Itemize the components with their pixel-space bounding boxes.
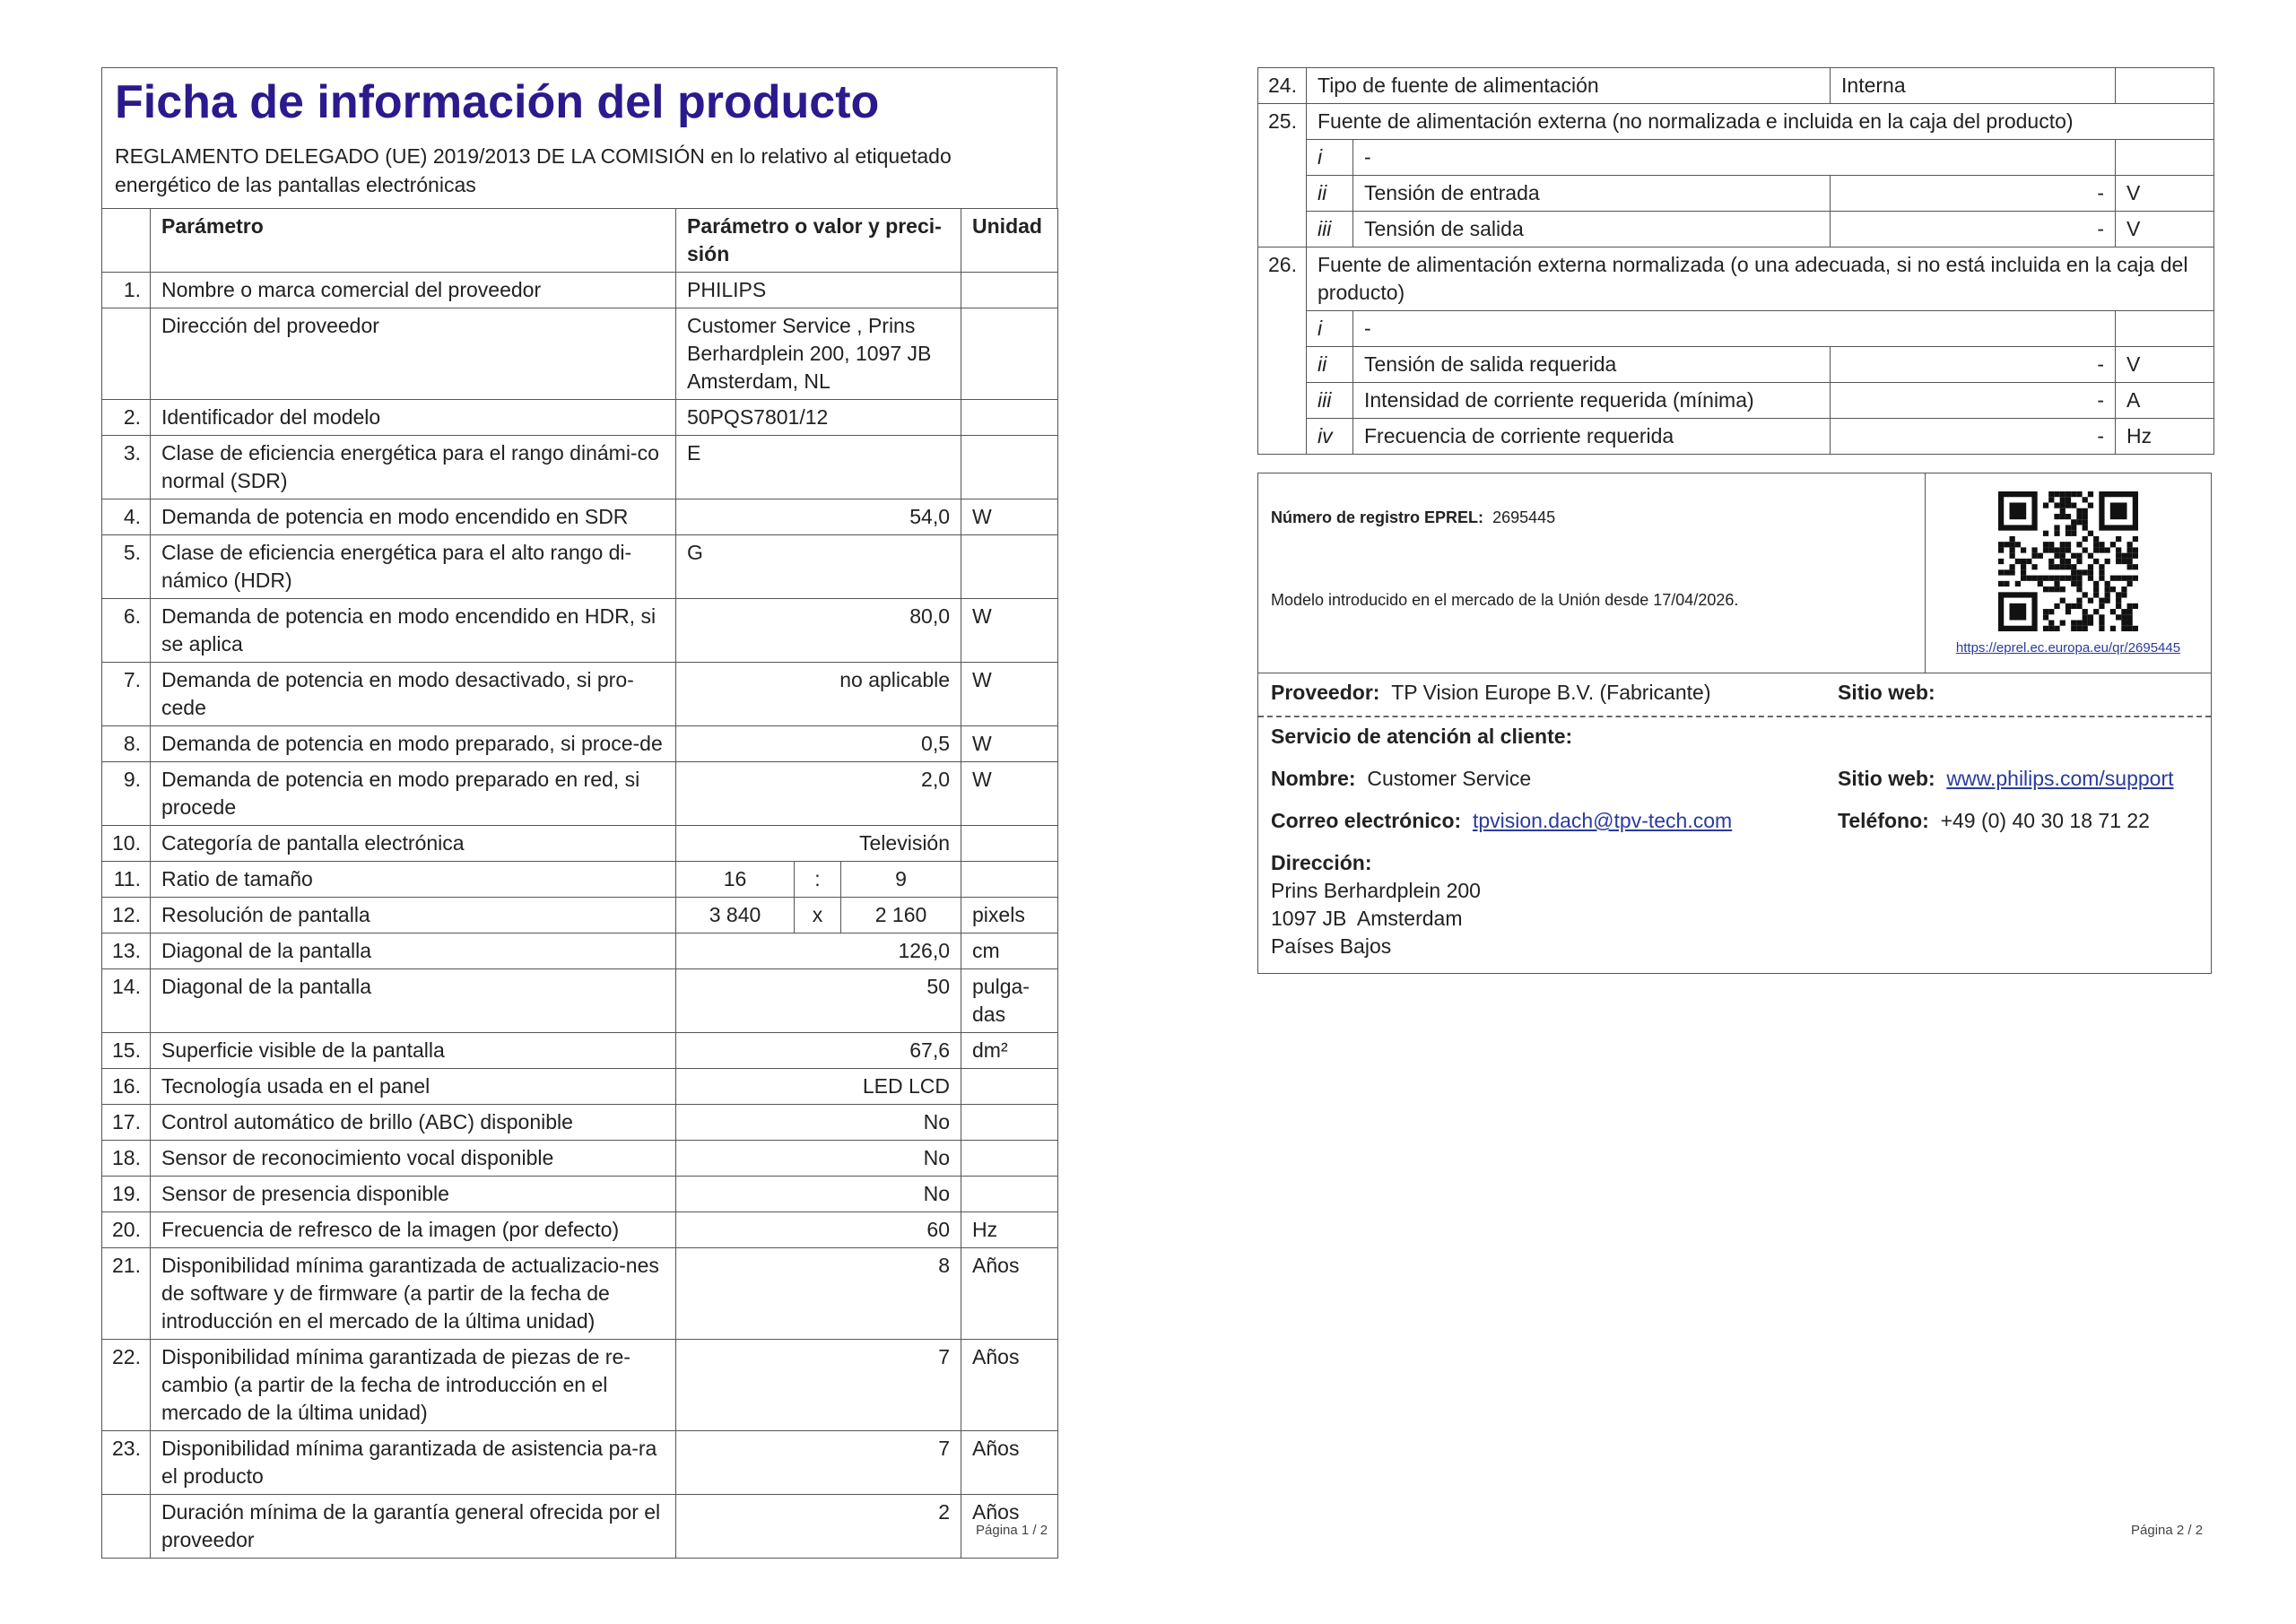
table-row — [102, 535, 1058, 599]
row-value: 2 — [676, 1495, 961, 1559]
row-number: 10. — [102, 826, 151, 862]
row-number: 3. — [102, 436, 151, 499]
row-value-b: 2 160 — [841, 898, 961, 934]
row-number: 23. — [102, 1431, 151, 1495]
table-row — [102, 1069, 1058, 1105]
table-row — [102, 1431, 1058, 1495]
table-row — [102, 1033, 1058, 1069]
row-parameter: Control automático de brillo (ABC) disponible — [151, 1105, 676, 1141]
row-unit: Años — [961, 1340, 1058, 1431]
table-row: i - — [1258, 140, 2214, 176]
row-unit: Años — [961, 1248, 1058, 1340]
market-date-text: Modelo introducido en el mercado de la Unión desde 17/04/2026. — [1271, 591, 1739, 609]
row-parameter: Tecnología usada en el panel — [151, 1069, 676, 1105]
row-unit: W — [961, 762, 1058, 826]
row-unit: cm — [961, 934, 1058, 969]
row-unit — [961, 826, 1058, 862]
table-row — [102, 273, 1058, 308]
row-number: 13. — [102, 934, 151, 969]
row-number: 19. — [102, 1177, 151, 1212]
row-parameter: Disponibilidad mínima garantizada de asistencia pa-ra el producto — [151, 1431, 676, 1495]
row-parameter: Disponibilidad mínima garantizada de piezas de re-cambio (a partir de la fecha de introducción en el mercado de la última unidad) — [151, 1340, 676, 1431]
row-value: E — [676, 436, 961, 499]
row-value: no aplicable — [676, 663, 961, 726]
table-row — [102, 934, 1058, 969]
row-parameter: Categoría de pantalla electrónica — [151, 826, 676, 862]
row-value: 54,0 — [676, 499, 961, 535]
row-unit — [961, 1105, 1058, 1141]
row-value: Customer Service , Prins Berhardplein 200, 1097 JB Amsterdam, NL — [676, 308, 961, 400]
eprel-number: 2695445 — [1492, 508, 1556, 526]
row-number — [102, 308, 151, 400]
table-row: ii Tensión de entrada - V — [1258, 176, 2214, 212]
row-unit — [961, 1069, 1058, 1105]
row-number: 17. — [102, 1105, 151, 1141]
regulation-subtitle: REGLAMENTO DELEGADO (UE) 2019/2013 DE LA COMISIÓN en lo relativo al etiquetado energético de las pantallas electrónicas — [115, 144, 952, 196]
table-row — [102, 499, 1058, 535]
service-name: Customer Service — [1367, 767, 1532, 790]
row-number: 7. — [102, 663, 151, 726]
page-1 — [101, 67, 1057, 1559]
table-row — [102, 726, 1058, 762]
table-row: 26. Fuente de alimentación externa normalizada (o una adecuada, si no está incluida en la caja del producto) — [1258, 248, 2214, 311]
customer-service-title: Servicio de atención al cliente: — [1271, 725, 1573, 748]
page-number-2: Página 2 / 2 — [2131, 1523, 2204, 1538]
column-header-value: Parámetro o valor y preci-sión — [676, 209, 961, 273]
row-unit — [961, 1177, 1058, 1212]
row-value: 2,0 — [676, 762, 961, 826]
row-unit — [961, 1141, 1058, 1177]
row-parameter: Resolución de pantalla — [151, 898, 676, 934]
row-number: 22. — [102, 1340, 151, 1431]
table-row — [102, 969, 1058, 1033]
table-header-row — [102, 209, 1058, 273]
eprel-registration — [1258, 473, 2211, 673]
row-unit — [961, 273, 1058, 308]
table-row: ii Tensión de salida requerida - V — [1258, 347, 2214, 383]
row-value: 7 — [676, 1340, 961, 1431]
row-value: No — [676, 1105, 961, 1141]
row-number: 4. — [102, 499, 151, 535]
table-row: i - — [1258, 311, 2214, 347]
row-value: 0,5 — [676, 726, 961, 762]
row-unit: W — [961, 599, 1058, 663]
row-unit — [961, 400, 1058, 436]
row-number: 18. — [102, 1141, 151, 1177]
table-row — [102, 1105, 1058, 1141]
row-number: 14. — [102, 969, 151, 1033]
table-row — [102, 436, 1058, 499]
sheet-header — [101, 67, 1057, 208]
row-value: PHILIPS — [676, 273, 961, 308]
row-parameter: Demanda de potencia en modo encendido en HDR, si se aplica — [151, 599, 676, 663]
row-unit — [961, 308, 1058, 400]
support-email-link[interactable]: tpvision.dach@tpv-tech.com — [1472, 809, 1733, 832]
row-number: 8. — [102, 726, 151, 762]
address-label: Dirección: — [1271, 851, 1372, 874]
row-value: 126,0 — [676, 934, 961, 969]
qr-code-icon[interactable] — [1998, 491, 2138, 631]
row-value: 50PQS7801/12 — [676, 400, 961, 436]
row-parameter: Diagonal de la pantalla — [151, 934, 676, 969]
column-header-unit: Unidad — [961, 209, 1058, 273]
row-parameter: Demanda de potencia en modo preparado, si proce-de — [151, 726, 676, 762]
row-value: 50 — [676, 969, 961, 1033]
address-line: Países Bajos — [1271, 934, 1392, 958]
row-number: 9. — [102, 762, 151, 826]
row-parameter: Duración mínima de la garantía general ofrecida por el proveedor — [151, 1495, 676, 1559]
row-parameter: Clase de eficiencia energética para el rango dinámi-co normal (SDR) — [151, 436, 676, 499]
row-value-separator: x — [795, 898, 841, 934]
row-number: 20. — [102, 1212, 151, 1248]
product-info-table — [101, 208, 1058, 1559]
page-number-1: Página 1 / 2 — [976, 1523, 1048, 1538]
table-row: iii Tensión de salida - V — [1258, 212, 2214, 248]
row-number: 2. — [102, 400, 151, 436]
row-parameter: Demanda de potencia en modo encendido en SDR — [151, 499, 676, 535]
table-row — [102, 400, 1058, 436]
row-value: Televisión — [676, 826, 961, 862]
row-unit: Hz — [961, 1212, 1058, 1248]
row-number: 11. — [102, 862, 151, 898]
row-value: 67,6 — [676, 1033, 961, 1069]
table-row — [102, 663, 1058, 726]
table-row — [102, 1212, 1058, 1248]
row-value: 8 — [676, 1248, 961, 1340]
row-unit: W — [961, 726, 1058, 762]
row-value: 80,0 — [676, 599, 961, 663]
row-number: 12. — [102, 898, 151, 934]
support-website-link[interactable]: www.philips.com/support — [1946, 767, 2174, 790]
row-parameter: Frecuencia de refresco de la imagen (por defecto) — [151, 1212, 676, 1248]
row-unit — [961, 436, 1058, 499]
row-unit: dm² — [961, 1033, 1058, 1069]
table-row — [102, 898, 1058, 934]
row-parameter: Demanda de potencia en modo preparado en red, si procede — [151, 762, 676, 826]
row-value-a: 16 — [676, 862, 795, 898]
row-unit: pulga-das — [961, 969, 1058, 1033]
supplier-name: TP Vision Europe B.V. (Fabricante) — [1391, 681, 1711, 704]
support-phone: +49 (0) 40 30 18 71 22 — [1940, 809, 2150, 832]
page-title: Ficha de información del producto — [115, 76, 880, 128]
row-value-separator: : — [795, 862, 841, 898]
row-unit — [961, 862, 1058, 898]
row-value-b: 9 — [841, 862, 961, 898]
row-number: 5. — [102, 535, 151, 599]
row-value: No — [676, 1141, 961, 1177]
page-2 — [1257, 67, 2213, 974]
row-number: 21. — [102, 1248, 151, 1340]
row-value: LED LCD — [676, 1069, 961, 1105]
row-parameter: Superficie visible de la pantalla — [151, 1033, 676, 1069]
table-row — [102, 1141, 1058, 1177]
row-value: 60 — [676, 1212, 961, 1248]
row-parameter: Sensor de reconocimiento vocal disponible — [151, 1141, 676, 1177]
row-parameter: Clase de eficiencia energética para el alto rango di-námico (HDR) — [151, 535, 676, 599]
row-unit: Años — [961, 1495, 1058, 1559]
row-parameter: Ratio de tamaño — [151, 862, 676, 898]
row-unit: pixels — [961, 898, 1058, 934]
row-number: 6. — [102, 599, 151, 663]
row-parameter: Nombre o marca comercial del proveedor — [151, 273, 676, 308]
table-row — [102, 1248, 1058, 1340]
row-number — [102, 1495, 151, 1559]
table-row — [102, 862, 1058, 898]
row-value: 7 — [676, 1431, 961, 1495]
table-row — [102, 826, 1058, 862]
eprel-number-label: Número de registro EPREL: — [1271, 508, 1484, 526]
table-row — [102, 1340, 1058, 1431]
eprel-box: Número de registro EPREL: 2695445 Modelo introducido en el mercado de la Unión desde 17/04/2026. https://eprel.ec.europa.eu/qr/2695445 Proveedor: TP Vision Europe B.V. (Fabricante) Sitio web: Servicio de atención al cliente: Nombre: Customer Service Sitio web: www.philips.com/support Correo electrónico: tpvision.dach@tpv-tech.com Teléfono: +49 (0) 40 30 18 71 22 Dirección: Prins Berhardplein 200 1097 JB Amsterdam Países Bajos — [1257, 473, 2212, 974]
row-unit: W — [961, 663, 1058, 726]
row-parameter: Disponibilidad mínima garantizada de actualizacio-nes de software y de firmware (a partir de la fecha de introducción en el mercado de la última unidad) — [151, 1248, 676, 1340]
table-row: 24. Tipo de fuente de alimentación Interna — [1258, 68, 2214, 104]
column-header-parameter: Parámetro — [151, 209, 676, 273]
table-row: 25. Fuente de alimentación externa (no normalizada e incluida en la caja del producto) — [1258, 104, 2214, 140]
table-row: iv Frecuencia de corriente requerida - Hz — [1258, 419, 2214, 455]
row-parameter: Demanda de potencia en modo desactivado, si pro-cede — [151, 663, 676, 726]
row-parameter: Identificador del modelo — [151, 400, 676, 436]
table-row: iii Intensidad de corriente requerida (mínima) - A — [1258, 383, 2214, 419]
table-row — [102, 1495, 1058, 1559]
address-line: Prins Berhardplein 200 — [1271, 879, 1481, 902]
table-row — [102, 762, 1058, 826]
row-parameter: Sensor de presencia disponible — [151, 1177, 676, 1212]
supplier-row: Proveedor: TP Vision Europe B.V. (Fabricante) Sitio web: — [1271, 681, 1935, 704]
row-unit: W — [961, 499, 1058, 535]
row-number: 15. — [102, 1033, 151, 1069]
table-row — [102, 599, 1058, 663]
table-row — [102, 308, 1058, 400]
table-row — [102, 1177, 1058, 1212]
row-parameter: Diagonal de la pantalla — [151, 969, 676, 1033]
row-unit — [961, 535, 1058, 599]
row-unit: Años — [961, 1431, 1058, 1495]
row-value-a: 3 840 — [676, 898, 795, 934]
address-line: 1097 JB Amsterdam — [1271, 907, 1463, 930]
eprel-qr-link[interactable]: https://eprel.ec.europa.eu/qr/2695445 — [1955, 640, 2181, 656]
row-number: 1. — [102, 273, 151, 308]
row-number: 16. — [102, 1069, 151, 1105]
row-parameter: Dirección del proveedor — [151, 308, 676, 400]
row-value: G — [676, 535, 961, 599]
row-value: No — [676, 1177, 961, 1212]
power-supply-table — [1257, 67, 2214, 455]
